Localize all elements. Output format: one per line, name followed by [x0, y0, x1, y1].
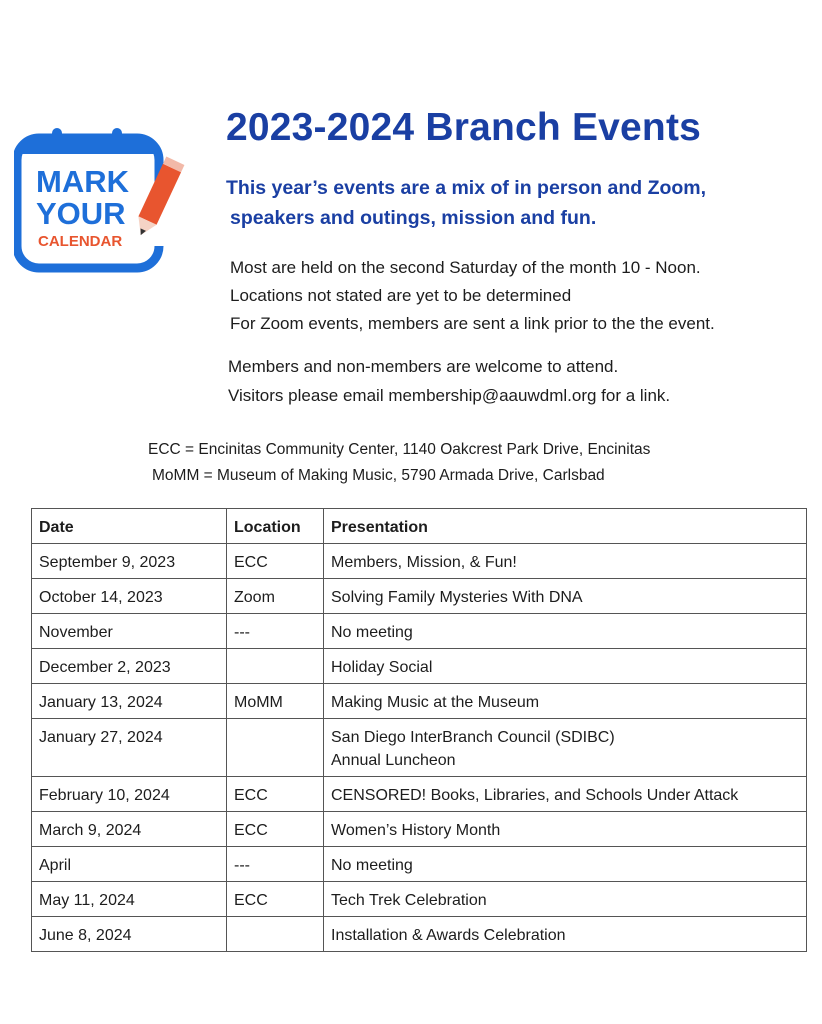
- cell-date: May 11, 2024: [32, 882, 227, 917]
- cell-presentation: Making Music at the Museum: [324, 684, 807, 719]
- table-row: [32, 719, 807, 777]
- cell-presentation: No meeting: [324, 847, 807, 882]
- info-line: Most are held on the second Saturday of the month 10 - Noon.: [230, 258, 701, 277]
- cell-location: ECC: [227, 812, 324, 847]
- cell-date: October 14, 2023: [32, 579, 227, 614]
- table-row: [32, 649, 807, 684]
- info-line: For Zoom events, members are sent a link prior to the the event.: [230, 314, 715, 333]
- cell-location: ---: [227, 847, 324, 882]
- events-table: [31, 508, 807, 952]
- cell-date: December 2, 2023: [32, 649, 227, 684]
- page-title: 2023-2024 Branch Events: [226, 106, 702, 149]
- info-line: Visitors please email membership@aauwdml.org for a link.: [228, 386, 671, 405]
- schedule-info: [230, 254, 810, 338]
- presentation-line: San Diego InterBranch Council (SDIBC): [331, 729, 615, 746]
- cell-presentation: Tech Trek Celebration: [324, 882, 807, 917]
- cell-presentation: Solving Family Mysteries With DNA: [324, 579, 807, 614]
- info-line: Members and non-members are welcome to attend.: [228, 357, 619, 376]
- cell-date: April: [32, 847, 227, 882]
- table-row: [32, 614, 807, 649]
- cell-location: ---: [227, 614, 324, 649]
- table-row: [32, 847, 807, 882]
- cell-presentation: Holiday Social: [324, 649, 807, 684]
- cell-presentation: CENSORED! Books, Libraries, and Schools Under Attack: [324, 777, 807, 812]
- location-legend: [148, 437, 768, 489]
- cell-location: MoMM: [227, 684, 324, 719]
- cell-location: ECC: [227, 882, 324, 917]
- logo-line-your: YOUR: [36, 196, 126, 231]
- table-row: [32, 544, 807, 579]
- cell-location: [227, 917, 324, 952]
- cell-presentation: Women’s History Month: [324, 812, 807, 847]
- table-row: [32, 579, 807, 614]
- attendance-info: [228, 352, 808, 410]
- subtitle: [226, 173, 806, 233]
- table-row: [32, 812, 807, 847]
- cell-presentation: Installation & Awards Celebration: [324, 917, 807, 952]
- cell-location: [227, 719, 324, 777]
- cell-date: February 10, 2024: [32, 777, 227, 812]
- presentation-line: Annual Luncheon: [331, 752, 456, 769]
- column-header-location: Location: [227, 509, 324, 544]
- cell-presentation: [324, 719, 807, 777]
- cell-date: January 13, 2024: [32, 684, 227, 719]
- legend-ecc: ECC = Encinitas Community Center, 1140 Oakcrest Park Drive, Encinitas: [148, 441, 651, 458]
- mark-your-calendar-logo: [14, 128, 194, 278]
- cell-location: ECC: [227, 544, 324, 579]
- info-line: Locations not stated are yet to be determined: [230, 286, 572, 305]
- logo-line-mark: MARK: [36, 164, 129, 199]
- cell-presentation: No meeting: [324, 614, 807, 649]
- column-header-presentation: Presentation: [324, 509, 807, 544]
- table-header-row: [32, 509, 807, 544]
- legend-momm: MoMM = Museum of Making Music, 5790 Armada Drive, Carlsbad: [152, 467, 605, 484]
- cell-presentation: Members, Mission, & Fun!: [324, 544, 807, 579]
- column-header-date: Date: [32, 509, 227, 544]
- table-row: [32, 917, 807, 952]
- logo-line-calendar: CALENDAR: [38, 233, 123, 250]
- table-row: [32, 777, 807, 812]
- cell-date: June 8, 2024: [32, 917, 227, 952]
- subtitle-line: This year’s events are a mix of in person and Zoom,: [226, 177, 707, 199]
- table-row: [32, 882, 807, 917]
- cell-location: [227, 649, 324, 684]
- cell-date: March 9, 2024: [32, 812, 227, 847]
- cell-date: January 27, 2024: [32, 719, 227, 777]
- cell-location: ECC: [227, 777, 324, 812]
- cell-date: November: [32, 614, 227, 649]
- subtitle-line: speakers and outings, mission and fun.: [230, 207, 597, 229]
- cell-date: September 9, 2023: [32, 544, 227, 579]
- cell-location: Zoom: [227, 579, 324, 614]
- table-row: [32, 684, 807, 719]
